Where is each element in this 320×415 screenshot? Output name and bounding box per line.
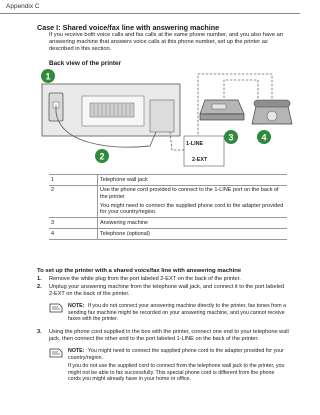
legend-description-line: You might need to connect the supplied phone cord to the adapter provided for your country/region. bbox=[100, 202, 284, 216]
legend-description: Telephone (optional) bbox=[98, 229, 288, 240]
svg-text:1: 1 bbox=[45, 71, 51, 82]
case-title: Case I: Shared voice/fax line with answering machine bbox=[37, 23, 220, 32]
table-row bbox=[49, 218, 287, 229]
step-number: 3. bbox=[37, 329, 42, 335]
note-icon bbox=[49, 303, 64, 313]
telephone-icon bbox=[252, 100, 292, 124]
step-3 bbox=[37, 329, 289, 342]
ext-port-label: 2-EXT bbox=[192, 157, 208, 163]
legend-table bbox=[49, 174, 287, 240]
svg-text:3: 3 bbox=[228, 132, 234, 143]
fax-port-area bbox=[150, 100, 174, 132]
callout-4 bbox=[257, 130, 271, 144]
connection-diagram bbox=[0, 66, 300, 172]
line-port-label: 1-LINE bbox=[186, 141, 204, 147]
svg-text:2: 2 bbox=[99, 151, 105, 162]
step-text: Unplug your answering machine from the telephone wall jack, and connect it to the port labeled 2-EXT on the back of the printer. bbox=[49, 284, 285, 297]
step-text: Remove the white plug from the port labeled 2-EXT on the back of the printer. bbox=[49, 276, 241, 282]
callout-1 bbox=[41, 69, 55, 83]
note-label: NOTE: bbox=[68, 303, 85, 309]
case-intro: If you receive both voice calls and fax calls at the same phone number, and you also have an answering machine that answers voice calls at this phone number, set up the printer as described in this section. bbox=[49, 32, 283, 53]
note-icon bbox=[49, 348, 64, 358]
legend-number: 4 bbox=[49, 229, 98, 240]
setup-title: To set up the printer with a shared voice/fax line with answering machine bbox=[37, 268, 242, 274]
table-row bbox=[49, 185, 287, 218]
step-2 bbox=[37, 284, 289, 297]
step-number: 2. bbox=[37, 284, 42, 290]
legend-number: 3 bbox=[49, 218, 98, 229]
table-row bbox=[49, 229, 287, 240]
svg-text:4: 4 bbox=[261, 132, 267, 143]
figure-heading: Back view of the printer bbox=[49, 60, 122, 67]
header-rule bbox=[0, 13, 300, 14]
legend-description: Telephone wall jack bbox=[98, 175, 288, 186]
note-text: You might need to connect the supplied phone cord to the adapter provided for your country/region. bbox=[68, 348, 284, 361]
answering-machine-icon bbox=[200, 100, 244, 120]
printer-vent bbox=[90, 103, 134, 117]
legend-number: 1 bbox=[49, 175, 98, 186]
step-number: 1. bbox=[37, 276, 42, 282]
note-text-2: If you do not use the supplied cord to connect from the telephone wall jack to the printer, you might not be able to fax successfully. This special phone cord is different from the phone cords you might already have in your home or office. bbox=[68, 363, 285, 382]
callout-3 bbox=[224, 130, 238, 144]
step-1 bbox=[37, 276, 289, 283]
legend-description: Answering machine bbox=[98, 218, 288, 229]
legend-description bbox=[98, 185, 288, 218]
legend-description-line: Use the phone cord provided to connect to the 1-LINE port on the back of the printer bbox=[100, 187, 279, 200]
callout-2 bbox=[95, 149, 109, 163]
legend-number: 2 bbox=[49, 185, 98, 218]
note-label: NOTE: bbox=[68, 348, 85, 354]
step-text: Using the phone cord supplied in the box with the printer, connect one end to your telephone wall jack, then connect the other end to the port labeled 1-LINE on the back of the printer. bbox=[49, 329, 289, 342]
appendix-header: Appendix C bbox=[6, 3, 40, 10]
table-row bbox=[49, 175, 287, 186]
note-text: If you do not connect your answering machine directly to the printer, fax tones from a sending fax machine might be recorded on your answering machine, and you cannot receive faxes with the printer. bbox=[68, 303, 287, 322]
